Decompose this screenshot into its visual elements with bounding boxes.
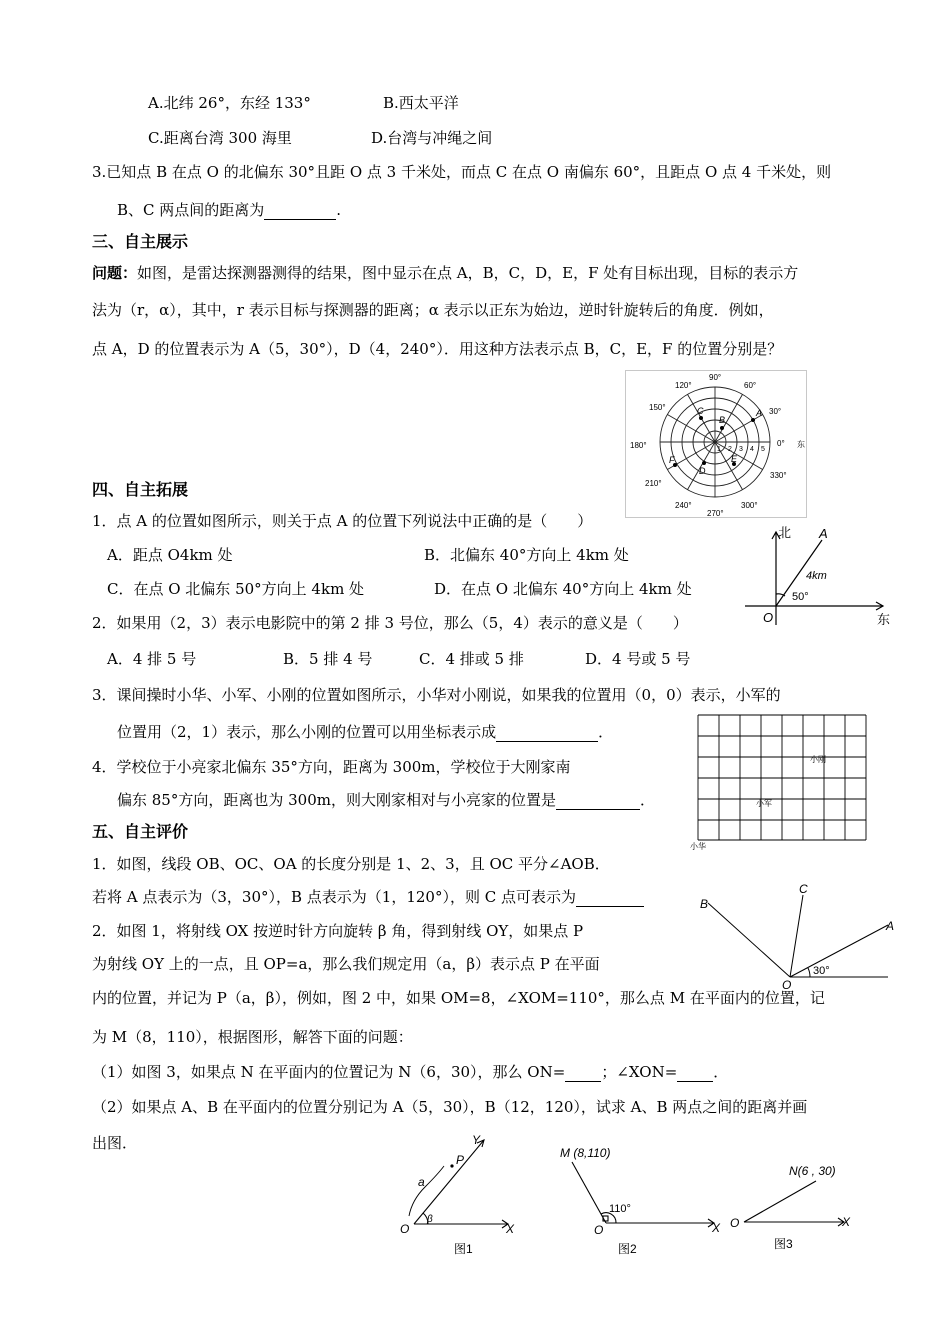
point-p	[450, 1164, 453, 1167]
fig3-x-label: X	[842, 1215, 851, 1229]
label-a: A	[756, 408, 763, 418]
sub-question-2: （2）如果点 A、B 在平面内的位置分别记为 A（5，30），B（12，120），试求 A、B 两点之间的距离并画	[92, 1098, 808, 1116]
ring-number: 5	[761, 446, 765, 453]
compass-figure	[745, 520, 895, 630]
fig2-origin-label: O	[594, 1223, 604, 1237]
label-b: B	[719, 415, 726, 425]
question-3-text-2: 位置用（2，1）表示，那么小刚的位置可以用坐标表示成 ．	[117, 723, 614, 741]
question-1-text: 1．点 A 的位置如图所示，则关于点 A 的位置下列说法中正确的是（ ）	[92, 512, 593, 530]
eval-question-2-text: 2．如图 1，将射线 OX 按逆时针方向旋转 β 角，得到射线 OY，如果点 P	[92, 922, 584, 940]
option-b: B.西太平洋	[383, 94, 459, 112]
angle-label: 240°	[675, 501, 692, 510]
question-3-text: 3．课间操时小华、小军、小刚的位置如图所示，小华对小刚说，如果我的位置用（0，0）表示，小军的	[92, 686, 781, 704]
label-d: D	[699, 466, 706, 476]
angle-label: 120°	[675, 381, 692, 390]
eval-question-2-text-4: 为 M（8，110），根据图形，解答下面的问题：	[92, 1028, 413, 1046]
angle-label: 0°	[777, 439, 785, 448]
fig3-n-label: N(6 , 30)	[789, 1164, 836, 1178]
point-c-label: C	[799, 882, 808, 896]
point-a	[751, 418, 755, 422]
radar-figure	[625, 370, 807, 518]
answer-blank[interactable]	[556, 793, 640, 810]
problem-text-3: 点 A，D 的位置表示为 A（5，30°），D（4，240°）．用这种方法表示点 B，C，E，F 的位置分别是？	[92, 340, 783, 358]
angle-aob-figure	[690, 880, 895, 990]
angle-label: 90°	[709, 373, 722, 382]
label-c: C	[697, 406, 704, 416]
answer-blank[interactable]	[677, 1065, 713, 1082]
point-a-label: A	[819, 526, 828, 541]
section-heading: 三、自主展示	[92, 232, 189, 251]
option-d: D．在点 O 北偏东 40°方向上 4km 处	[434, 580, 692, 598]
fig2-m-label: M (8,110)	[560, 1146, 611, 1160]
section-heading: 五、自主评价	[92, 822, 189, 841]
xiaogang-label: 小刚	[810, 755, 826, 764]
question-4-text: 4．学校位于小亮家北偏东 35°方向，距离为 300m，学校位于大刚家南	[92, 758, 571, 776]
ring-number: 2	[728, 446, 732, 453]
question-4-text-2: 偏东 85°方向，距离也为 300m，则大刚家相对与小亮家的位置是 ．	[117, 791, 655, 809]
east-label: 东	[797, 440, 805, 449]
grid-figure	[688, 712, 868, 852]
angle-label: 270°	[707, 509, 724, 518]
question-3-text-2: B、C 两点间的距离为 .	[117, 201, 342, 219]
xiaohua-label: 小华	[690, 842, 706, 851]
fig1-caption: 图1	[454, 1242, 473, 1256]
option-c: C.距离台湾 300 海里	[148, 129, 292, 147]
angle-label: 330°	[770, 471, 787, 480]
sub-question-1: （1）如图 3，如果点 N 在平面内的位置记为 N（6，30），那么 ON= ；∠XON= ．	[92, 1063, 729, 1081]
answer-blank[interactable]	[576, 890, 644, 907]
option-d: D.台湾与冲绳之间	[371, 129, 493, 147]
ring-number: 4	[750, 446, 754, 453]
eval-question-2-text-2: 为射线 OY 上的一点，且 OP=a，那么我们规定用（a，β）表示点 P 在平面	[92, 955, 600, 973]
angle-label: 180°	[630, 441, 647, 450]
angle-label: 60°	[744, 381, 757, 390]
option-a: A．距点 O4km 处	[107, 546, 233, 564]
answer-blank[interactable]	[496, 725, 598, 742]
point-b	[720, 426, 724, 430]
option-a: A．4 排 5 号	[107, 650, 197, 668]
point-c	[699, 416, 703, 420]
north-label: 北	[778, 525, 792, 540]
xiaojun-label: 小军	[756, 799, 772, 808]
option-a: A.北纬 26°，东经 133°	[148, 94, 311, 112]
fig2-angle-label: 110°	[609, 1203, 631, 1215]
point-d	[702, 461, 706, 465]
east-label: 东	[877, 612, 891, 627]
eval-question-1-text: 1．如图，线段 OB、OC、OA 的长度分别是 1、2、3，且 OC 平分∠AOB．	[92, 855, 610, 873]
angle-label: 300°	[741, 501, 758, 510]
fig1-p-label: P	[456, 1153, 465, 1167]
angle-label: 150°	[649, 403, 666, 412]
option-c: C．在点 O 北偏东 50°方向上 4km 处	[107, 580, 365, 598]
point-a-label: A	[886, 919, 895, 933]
fig1-y-label: Y	[472, 1133, 481, 1147]
origin-label: O	[763, 610, 774, 625]
eval-question-1-text-2: 若将 A 点表示为（3，30°），B 点表示为（1，120°），则 C 点可表示为	[92, 887, 644, 907]
fig1-origin-label: O	[400, 1222, 410, 1236]
label-f: F	[669, 455, 675, 465]
answer-blank[interactable]	[565, 1065, 601, 1082]
option-b: B．北偏东 40°方向上 4km 处	[424, 546, 629, 564]
angle-label: 30°	[813, 965, 830, 977]
ring-number: 3	[739, 446, 743, 453]
angle-label: 30°	[769, 407, 782, 416]
label-e: E	[731, 454, 738, 464]
option-d: D．4 号或 5 号	[585, 650, 691, 668]
ring-number: 1	[717, 446, 721, 453]
origin-label: O	[782, 978, 792, 990]
option-c: C．4 排或 5 排	[419, 650, 524, 668]
point-b-label: B	[700, 897, 709, 911]
fig3-caption: 图3	[774, 1237, 793, 1251]
angle-label: 210°	[645, 479, 662, 488]
fig2-caption: 图2	[618, 1242, 637, 1256]
fig3-origin-label: O	[730, 1216, 740, 1230]
sub-question-2-b: 出图．	[92, 1134, 138, 1152]
option-b: B．5 排 4 号	[283, 650, 373, 668]
fig1-beta-label: β	[427, 1214, 433, 1225]
section-heading: 四、自主拓展	[92, 480, 189, 499]
eval-question-2-text-3: 内的位置，并记为 P（a，β），例如，图 2 中，如果 OM=8，∠XOM=110°，那么点 M 在平面内的位置，记	[92, 989, 825, 1007]
problem-text-1: 问题：如图，是雷达探测器测得的结果，图中显示在点 A，B，C，D，E，F 处有目标出现，目标的表示方	[92, 264, 799, 282]
distance-label: 4km	[806, 570, 827, 582]
problem-text-2: 法为（r，α），其中，r 表示目标与探测器的距离；α 表示以正东为始边，逆时针旋转后的角度．例如，	[92, 301, 774, 319]
fig1-a-label: a	[418, 1175, 425, 1189]
angle-label: 50°	[792, 591, 809, 603]
question-2-text: 2．如果用（2，3）表示电影院中的第 2 排 3 号位，那么（5，4）表示的意义是（ ）	[92, 614, 688, 632]
fig2-x-label: X	[712, 1221, 721, 1235]
fig1-x-label: X	[506, 1222, 515, 1236]
question-3-text: 3.已知点 B 在点 O 的北偏东 30°且距 O 点 3 千米处，而点 C 在点 O 南偏东 60°，且距点 O 点 4 千米处，则	[92, 163, 832, 181]
answer-blank[interactable]	[264, 203, 336, 220]
figures-1-3	[396, 1130, 858, 1256]
